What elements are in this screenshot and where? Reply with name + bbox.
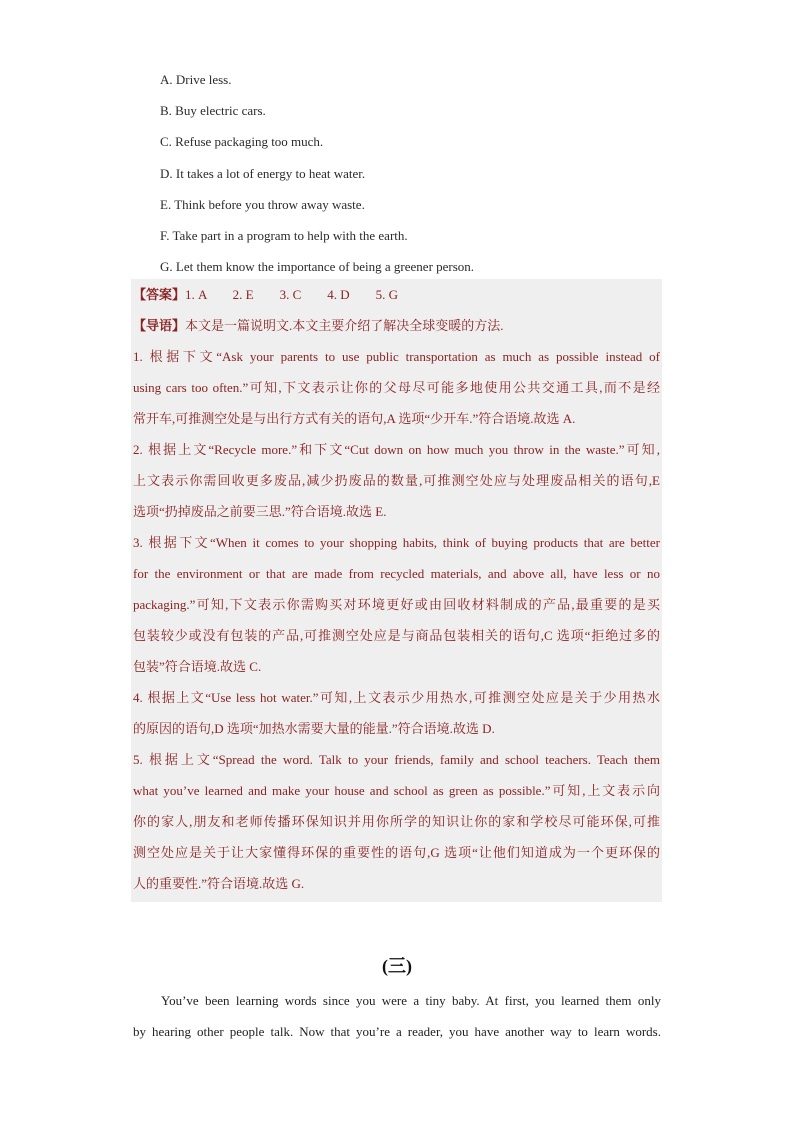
- section-title: (三): [382, 956, 412, 976]
- explanation-line: 人的重要性.”符合语境.故选 G.: [133, 876, 305, 891]
- option-b: B. Buy electric cars.: [160, 103, 266, 119]
- passage: [133, 985, 661, 1047]
- explanation-line: 2. 根据上文“Recycle more.”和下文“Cut down on how much you throw in the waste.”可知,: [133, 442, 660, 457]
- option-f: F. Take part in a program to help with the earth.: [160, 227, 408, 243]
- explanation-line: 测空处应是关于让大家懂得环保的重要性的语句,G 选项“让他们知道成为一个更环保的: [133, 845, 660, 860]
- explanation-line: 3. 根据下文“When it comes to your shopping habits, think of buying products that are better: [133, 535, 660, 550]
- answer-line: [133, 279, 660, 310]
- answer-explanation-box: [131, 279, 662, 902]
- option-e: E. Think before you throw away waste.: [160, 196, 365, 212]
- options-list: [160, 64, 660, 282]
- option-g: G. Let them know the importance of being a greener person.: [160, 259, 475, 275]
- explanation-line: using cars too often.”可知,下文表示让你的父母尽可能多地使用公共交通工具,而不是经: [133, 380, 660, 395]
- answer-text: 1. A 2. E 3. C 4. D 5. G: [185, 287, 399, 302]
- option-d: D. It takes a lot of energy to heat water.: [160, 165, 366, 181]
- explanation-line: 上文表示你需回收更多废品,减少扔废品的数量,可推测空处应与处理废品相关的语句,E: [133, 473, 660, 488]
- explanation-line: what you’ve learned and make your house and school as green as possible.”可知,上文表示向: [133, 783, 660, 798]
- explanation-line: 5. 根据上文“Spread the word. Talk to your friends, family and school teachers. Teach them: [133, 752, 660, 767]
- explanation-line: 包装较少或没有包装的产品,可推测空处应是与商品包装相关的语句,C 选项“拒绝过多的: [133, 628, 660, 643]
- explanation-line: 包装”符合语境.故选 C.: [133, 659, 262, 674]
- explanation-line: packaging.”可知,下文表示你需购买对环境更好或由回收材料制成的产品,最重要的是买: [133, 597, 660, 612]
- answer-label: 【答案】: [133, 287, 186, 302]
- guide-text: 本文是一篇说明文.本文主要介绍了解决全球变暖的方法.: [185, 318, 504, 333]
- explanation-line: for the environment or that are made from recycled materials, and above all, have less or no: [133, 566, 660, 581]
- explanation-line: 你的家人,朋友和老师传播环保知识并用你所学的知识让你的家和学校尽可能环保,可推: [133, 814, 660, 829]
- option-a: A. Drive less.: [160, 72, 232, 87]
- explanation-line: 4. 根据上文“Use less hot water.”可知,上文表示少用热水,可推测空处应是关于少用热水: [133, 690, 660, 705]
- guide-label: 【导语】: [133, 318, 186, 333]
- guide-line: [133, 310, 660, 341]
- explanation-line: 常开车,可推测空处是与出行方式有关的语句,A 选项“少开车.”符合语境.故选 A.: [133, 411, 576, 426]
- option-c: C. Refuse packaging too much.: [160, 134, 324, 150]
- passage-line: You’ve been learning words since you were a tiny baby. At first, you learned them only: [161, 993, 661, 1008]
- passage-line: by hearing other people talk. Now that you’re a reader, you have another way to learn words.: [133, 1024, 661, 1039]
- explanation-line: 选项“扔掉废品之前要三思.”符合语境.故选 E.: [133, 504, 387, 519]
- explanation-line: 1. 根据下文“Ask your parents to use public transportation as much as possible instead of: [133, 349, 660, 364]
- explanation-line: 的原因的语句,D 选项“加热水需要大量的能量.”符合语境.故选 D.: [133, 721, 495, 736]
